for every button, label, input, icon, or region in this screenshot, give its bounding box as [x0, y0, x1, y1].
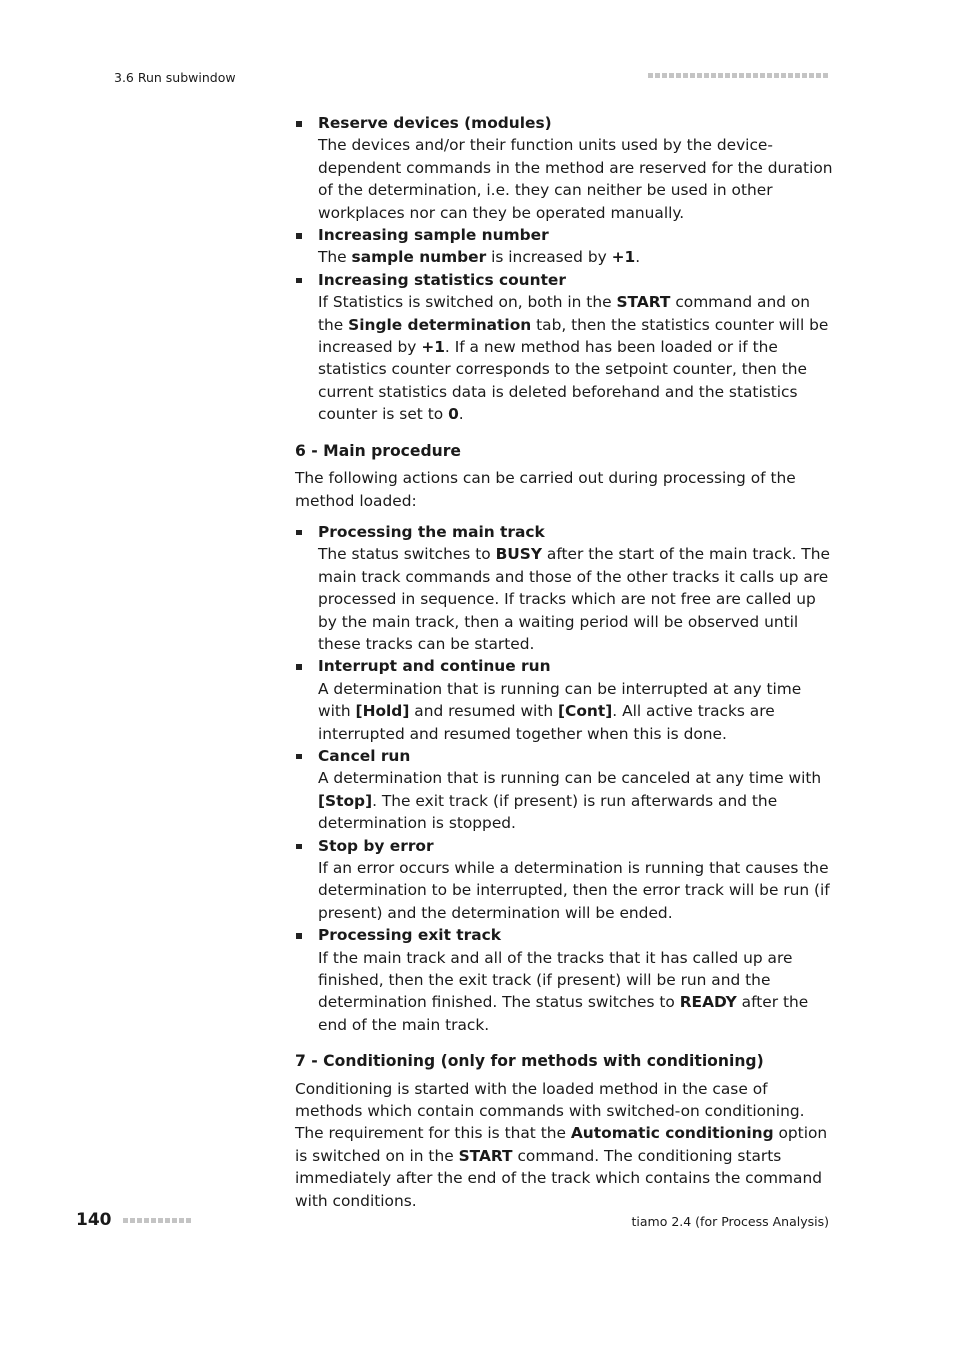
list-item-title: Increasing statistics counter	[318, 270, 566, 289]
list-item	[295, 269, 835, 426]
list-item-text: If the main track and all of the tracks that it has called up are finished, then the exit track (if present) will be run and the determination finished. The status switches to READY after the end of the main track.	[318, 948, 809, 1034]
list-item-title: Reserve devices (modules)	[318, 114, 552, 132]
list-item-text: A determination that is running can be canceled at any time with [Stop]. The exit track (if present) is run afterwards and the determination is stopped.	[318, 769, 822, 833]
list-item-title: Increasing sample number	[318, 226, 549, 245]
footer-decoration	[123, 1218, 191, 1223]
page-header-section: 3.6 Run subwindow	[114, 70, 236, 85]
list-item	[295, 521, 835, 655]
list-item-title: Processing exit track	[318, 926, 501, 945]
bold-term: START	[616, 293, 671, 312]
list-item	[295, 835, 835, 925]
bold-term: 0	[448, 405, 459, 424]
list-item	[295, 112, 835, 224]
list-item-text: The devices and/or their function units used by the device-dependent commands in the method are reserved for the duration of the determination, i.e. they can neither be used in other workplaces nor can they be operated manually.	[318, 136, 833, 222]
bold-term: [Cont]	[558, 702, 613, 721]
list-item-text: The sample number is increased by +1.	[318, 248, 641, 267]
list-main-procedure	[295, 521, 835, 1036]
list-item-title: Interrupt and continue run	[318, 657, 551, 676]
list-item-text: If an error occurs while a determination is running that causes the determination to be interrupted, then the error track will be run (if present) and the determination will be ended.	[318, 859, 830, 922]
section-7-text: Conditioning is started with the loaded method in the case of methods which contain commands with switched-on conditioning. The requirement for this is that the Automatic conditioning option is switched on in the START command. The conditioning starts immediately after the end of the track which contains the command with conditions.	[295, 1079, 828, 1210]
list-item	[295, 745, 835, 835]
list-item-text: If Statistics is switched on, both in the START command and on the Single determination tab, then the statistics counter will be increased by +1. If a new method has been loaded or if the statistics counter corresponds to the setpoint counter, then the current statistics data is deleted beforehand and the statistics counter is set to 0.	[318, 293, 829, 424]
bold-term: Single determination	[348, 315, 532, 334]
page-number-text: 140	[76, 1210, 112, 1230]
bold-term: +1	[611, 248, 636, 267]
list-item-text: A determination that is running can be interrupted at any time with [Hold] and resumed with [Cont]. All active tracks are interrupted and resumed together when this is done.	[318, 679, 802, 743]
bold-term: [Stop]	[318, 791, 373, 810]
list-item	[295, 655, 835, 745]
bold-term: START	[458, 1146, 513, 1165]
page-number	[76, 1210, 191, 1230]
bold-term: sample number	[351, 248, 487, 267]
section-7-heading: 7 - Conditioning (only for methods with conditioning)	[295, 1052, 764, 1071]
bold-term: [Hold]	[355, 702, 410, 721]
section-6-heading: 6 - Main procedure	[295, 441, 462, 460]
bold-term: READY	[679, 993, 737, 1012]
list-item-text: The status switches to BUSY after the start of the main track. The main track commands and those of the other tracks it calls up are processed in sequence. If tracks which are not free are called up by the main track, then a waiting period will be observed until these tracks can be started.	[318, 545, 830, 653]
bold-term: Automatic conditioning	[570, 1124, 774, 1143]
main-content	[295, 112, 835, 1221]
list-item-title: Cancel run	[318, 746, 411, 765]
bold-term: +1	[421, 338, 445, 357]
list-item	[295, 924, 835, 1036]
bold-term: BUSY	[495, 545, 543, 564]
section-6-intro: The following actions can be carried out during processing of the method loaded:	[295, 469, 796, 510]
list-prepare	[295, 112, 835, 426]
header-decoration	[648, 73, 828, 78]
list-item	[295, 224, 835, 269]
list-item-title: Stop by error	[318, 836, 434, 855]
list-item-title: Processing the main track	[318, 522, 545, 541]
footer-product: tiamo 2.4 (for Process Analysis)	[631, 1214, 829, 1229]
